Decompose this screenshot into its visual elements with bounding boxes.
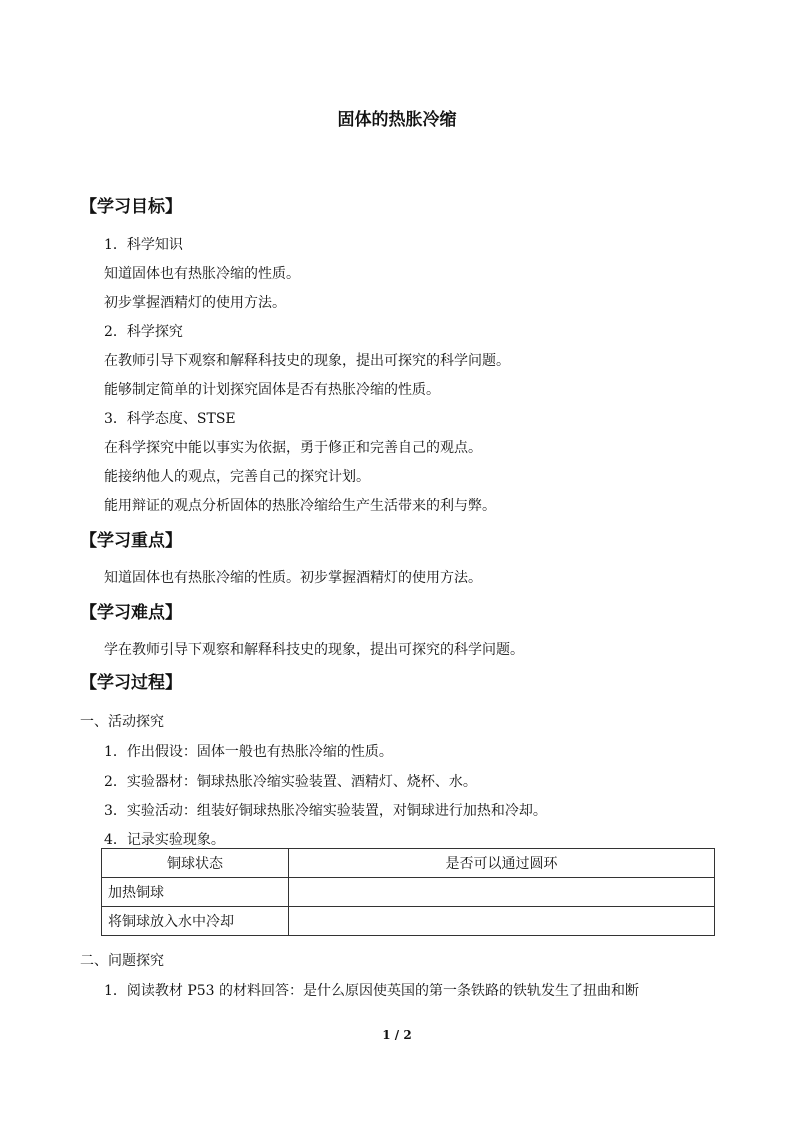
table-header-row: [102, 849, 715, 878]
key-points-text: 知道固体也有热胀冷缩的性质。初步掌握酒精灯的使用方法。: [104, 570, 482, 586]
part1-line: 2．实验器材：铜球热胀冷缩实验装置、酒精灯、烧杯、水。: [104, 774, 477, 790]
objective-line: 能用辩证的观点分析固体的热胀冷缩给生产生活带来的利与弊。: [104, 498, 496, 514]
part1-line: 3．实验活动：组装好铜球热胀冷缩实验装置，对铜球进行加热和冷却。: [104, 803, 547, 819]
page-number: 1 / 2: [382, 1028, 412, 1042]
objective-line: 在科学探究中能以事实为依据，勇于修正和完善自己的观点。: [104, 440, 482, 456]
document-title: 固体的热胀冷缩: [337, 110, 457, 130]
difficulties-text: 学在教师引导下观察和解释科技史的现象，提出可探究的科学问题。: [104, 642, 524, 658]
objective-line: 3．科学态度、STSE: [104, 411, 236, 427]
table-cell: 将铜球放入水中冷却: [102, 907, 289, 936]
key-points-heading: 【学习重点】: [80, 531, 182, 551]
table-cell: 加热铜球: [102, 878, 289, 907]
objective-line: 在教师引导下观察和解释科技史的现象，提出可探究的科学问题。: [104, 353, 510, 369]
observation-table: [101, 848, 715, 936]
part2-line: 1．阅读教材 P53 的材料回答：是什么原因使英国的第一条铁路的铁轨发生了扭曲和断: [104, 983, 640, 999]
process-heading: 【学习过程】: [80, 673, 182, 693]
objective-line: 知道固体也有热胀冷缩的性质。: [104, 266, 300, 282]
objective-line: 初步掌握酒精灯的使用方法。: [104, 295, 286, 311]
table-row: [102, 907, 715, 936]
objective-line: 1．科学知识: [104, 237, 183, 253]
objective-line: 能够制定简单的计划探究固体是否有热胀冷缩的性质。: [104, 382, 440, 398]
table-cell: [289, 878, 715, 907]
table-header-cell: 铜球状态: [102, 849, 289, 878]
table-cell: [289, 907, 715, 936]
objective-line: 2．科学探究: [104, 324, 183, 340]
part1-line: 1．作出假设：固体一般也有热胀冷缩的性质。: [104, 744, 393, 760]
objectives-heading: 【学习目标】: [80, 197, 182, 217]
part2-title: 二、问题探究: [80, 953, 164, 969]
part1-line: 4．记录实验现象。: [104, 832, 225, 848]
table-row: [102, 878, 715, 907]
table-header-cell: 是否可以通过圆环: [289, 849, 715, 878]
part1-title: 一、活动探究: [80, 714, 164, 730]
objective-line: 能接纳他人的观点，完善自己的探究计划。: [104, 469, 370, 485]
difficulties-heading: 【学习难点】: [80, 603, 182, 623]
